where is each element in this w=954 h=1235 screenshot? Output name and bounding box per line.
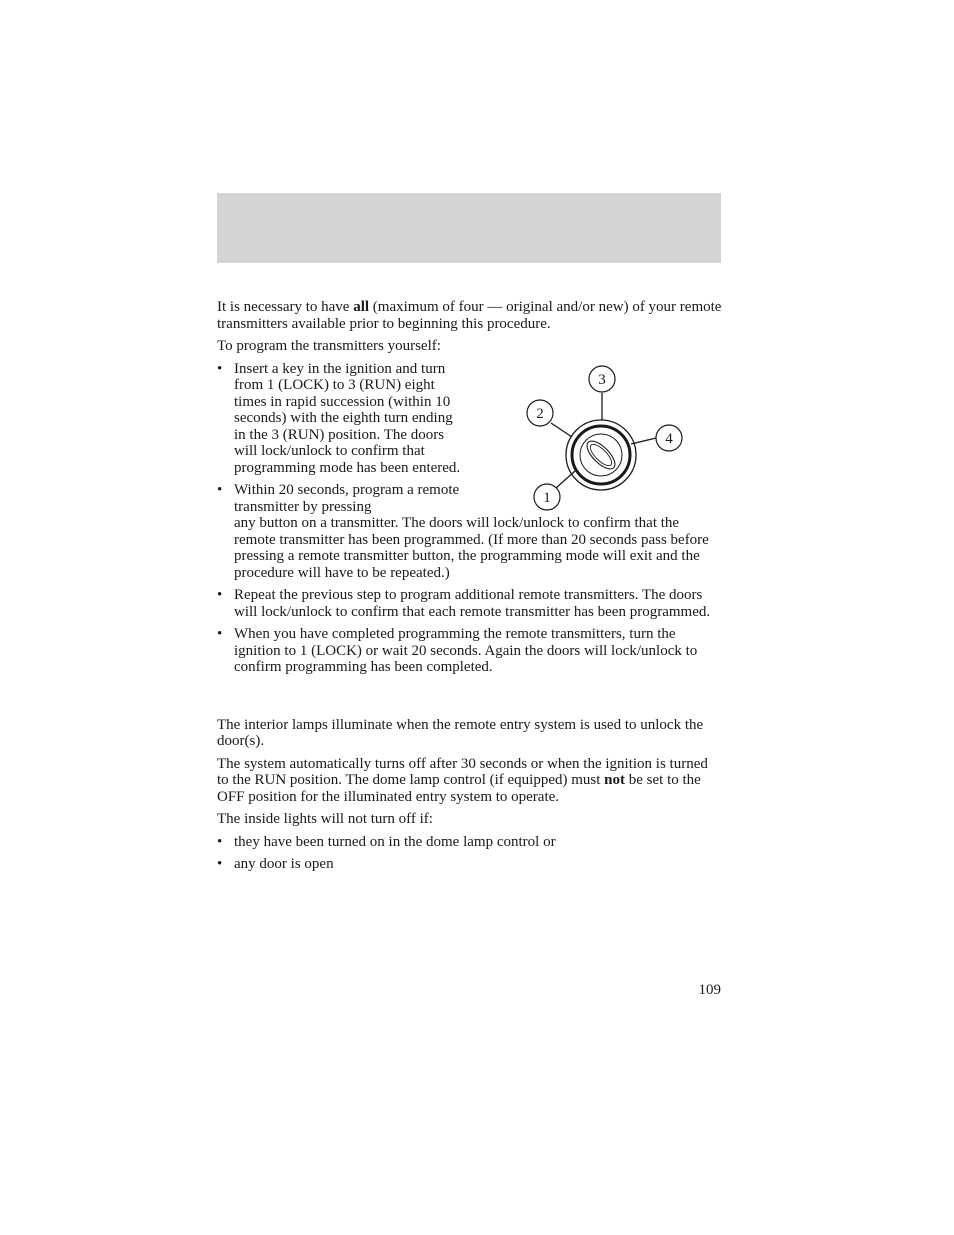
callout-3-label: 3 — [598, 372, 606, 388]
ignition-position-diagram — [520, 362, 690, 517]
list-item — [217, 626, 723, 676]
list-item-text-narrow: Within 20 seconds, program a remote transmitter by pressing — [234, 482, 460, 515]
connector-line-2 — [551, 423, 572, 437]
program-lead-in: To program the transmitters yourself: — [217, 338, 441, 354]
intro-bold-word: all — [353, 299, 370, 315]
list-item-text: Insert a key in the ignition and turn from 1 (LOCK) to 3 (RUN) eight times in rapid succession (within 10 seconds) with the eighth turn ending in the 3 (RUN) position. The doors will lock/unlock to confirm that programming mode has been entered. — [234, 360, 461, 476]
callout-4-label: 4 — [665, 431, 673, 447]
list-item-text-wide: any button on a transmitter. The doors will lock/unlock to confirm that the remote transmitter has been programmed. (If more than 20 seconds pass before pressing a remote transmitter button, the programming mode will exit and the procedure will have to be repeated.) — [234, 515, 709, 581]
list-item-text: Repeat the previous step to program additional remote transmitters. The doors will lock/unlock to confirm that each remote transmitter has been programmed. — [234, 587, 711, 620]
connector-line-4 — [631, 438, 656, 444]
intro-text-start: It is necessary to have — [217, 299, 354, 315]
list-item-text: When you have completed programming the remote transmitters, turn the ignition to 1 (LOCK) or wait 20 seconds. Again the doors will lock/unlock to confirm programming has been completed. — [234, 626, 698, 675]
intro-paragraph — [217, 299, 723, 332]
list-item — [217, 856, 723, 873]
list-item-text: any door is open — [234, 856, 334, 872]
illuminated-bold-word: not — [604, 772, 626, 788]
illuminated-text-start: The system automatically turns off after 30 seconds or when the ignition is turned to the RUN position. The dome lamp control (if equipped) must — [217, 755, 708, 788]
section-header-band — [217, 193, 721, 263]
list-item-text: they have been turned on in the dome lamp control or — [234, 833, 556, 850]
bullet-symbol: • — [217, 833, 223, 850]
illuminated-paragraph-1: The interior lamps illuminate when the remote entry system is used to unlock the door(s). — [217, 716, 704, 749]
callout-4 — [656, 425, 682, 451]
bullet-symbol: • — [217, 360, 223, 377]
illuminated-paragraph-3: The inside lights will not turn off if: — [217, 811, 433, 827]
list-item — [217, 587, 723, 620]
bullet-symbol: • — [217, 482, 223, 498]
callout-1 — [534, 484, 560, 510]
connector-line-1 — [556, 471, 575, 488]
callout-2 — [527, 400, 553, 426]
callout-2-label: 2 — [536, 406, 544, 422]
ignition-cylinder-icon — [566, 420, 636, 490]
section-spacer — [217, 682, 723, 717]
illuminated-text-end: be set to the OFF position for the illuminated entry system to operate. — [217, 772, 701, 805]
list-item — [217, 834, 723, 851]
bullet-symbol: • — [217, 856, 223, 872]
callout-3 — [589, 366, 615, 392]
intro-text-end: (maximum of four — original and/or new) of your remote transmitters available prior to beginning this procedure. — [217, 299, 722, 332]
bullet-symbol: • — [217, 587, 223, 603]
illuminated-paragraph-2 — [217, 756, 723, 806]
page-number: 109 — [698, 982, 721, 998]
bullet-symbol: • — [217, 626, 223, 642]
callout-1-label: 1 — [543, 490, 551, 506]
